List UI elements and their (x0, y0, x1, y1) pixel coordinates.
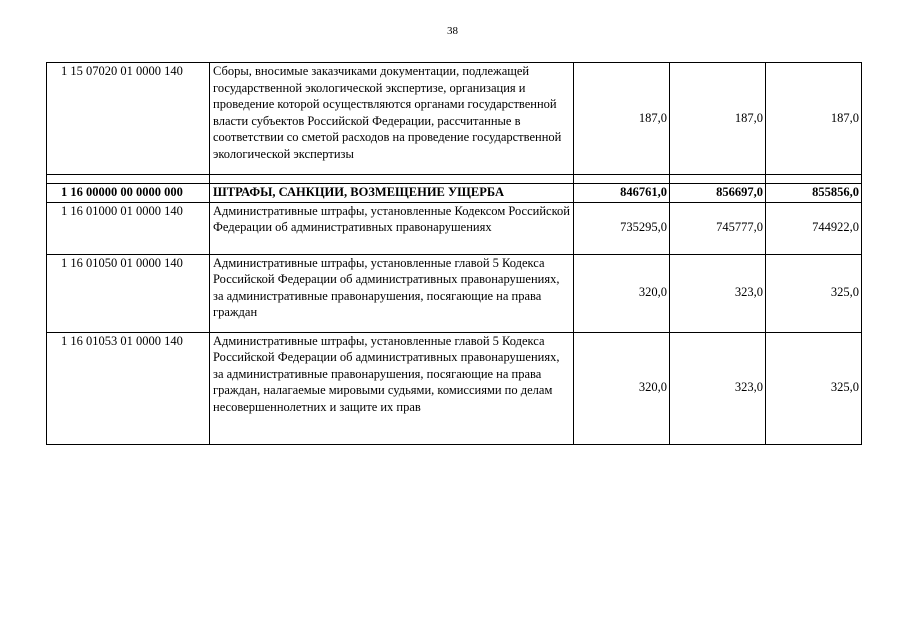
row-code: 1 16 01050 01 0000 140 (47, 254, 210, 332)
table-row (47, 184, 862, 203)
row-value-3: 855856,0 (766, 184, 862, 203)
row-value-3: 744922,0 (766, 202, 862, 254)
row-code: 1 15 07020 01 0000 140 (47, 63, 210, 175)
budget-revenue-table (46, 62, 862, 445)
row-name: Административные штрафы, установленные главой 5 Кодекса Российской Федерации об административных правонарушениях, за административные правонарушения, посягающие на права граждан (210, 254, 574, 332)
table-row (47, 202, 862, 254)
row-value-2: 856697,0 (670, 184, 766, 203)
table-row (47, 63, 862, 175)
row-value-1: 187,0 (574, 63, 670, 175)
row-value-1: 320,0 (574, 332, 670, 444)
row-code: 1 16 01000 01 0000 140 (47, 202, 210, 254)
page-number: 38 (447, 25, 458, 37)
row-value-3: 187,0 (766, 63, 862, 175)
row-value-3: 325,0 (766, 254, 862, 332)
table-row (47, 332, 862, 444)
row-code: 1 16 00000 00 0000 000 (47, 184, 210, 203)
row-value-2: 323,0 (670, 254, 766, 332)
row-name: ШТРАФЫ, САНКЦИИ, ВОЗМЕЩЕНИЕ УЩЕРБА (210, 184, 574, 203)
table-spacer-row (47, 175, 862, 184)
row-name: Сборы, вносимые заказчиками документации, подлежащей государственной экологической экспертизе, организация и проведение которой осуществляются органами государственной власти субъектов Российской Федерации, рассчитанные в соответствии со сметой расходов на проведение государственной экологической экспертизы (210, 63, 574, 175)
row-name: Административные штрафы, установленные главой 5 Кодекса Российской Федерации об административных правонарушениях, за административные правонарушения, посягающие на права граждан, налагаемые мировыми судьями, комиссиями по делам несовершеннолетних и защите их прав (210, 332, 574, 444)
table-row (47, 254, 862, 332)
row-code: 1 16 01053 01 0000 140 (47, 332, 210, 444)
row-value-2: 187,0 (670, 63, 766, 175)
row-value-2: 323,0 (670, 332, 766, 444)
row-value-1: 320,0 (574, 254, 670, 332)
row-value-1: 735295,0 (574, 202, 670, 254)
row-value-3: 325,0 (766, 332, 862, 444)
row-name: Административные штрафы, установленные Кодексом Российской Федерации об административных правонарушениях (210, 202, 574, 254)
row-value-2: 745777,0 (670, 202, 766, 254)
row-value-1: 846761,0 (574, 184, 670, 203)
